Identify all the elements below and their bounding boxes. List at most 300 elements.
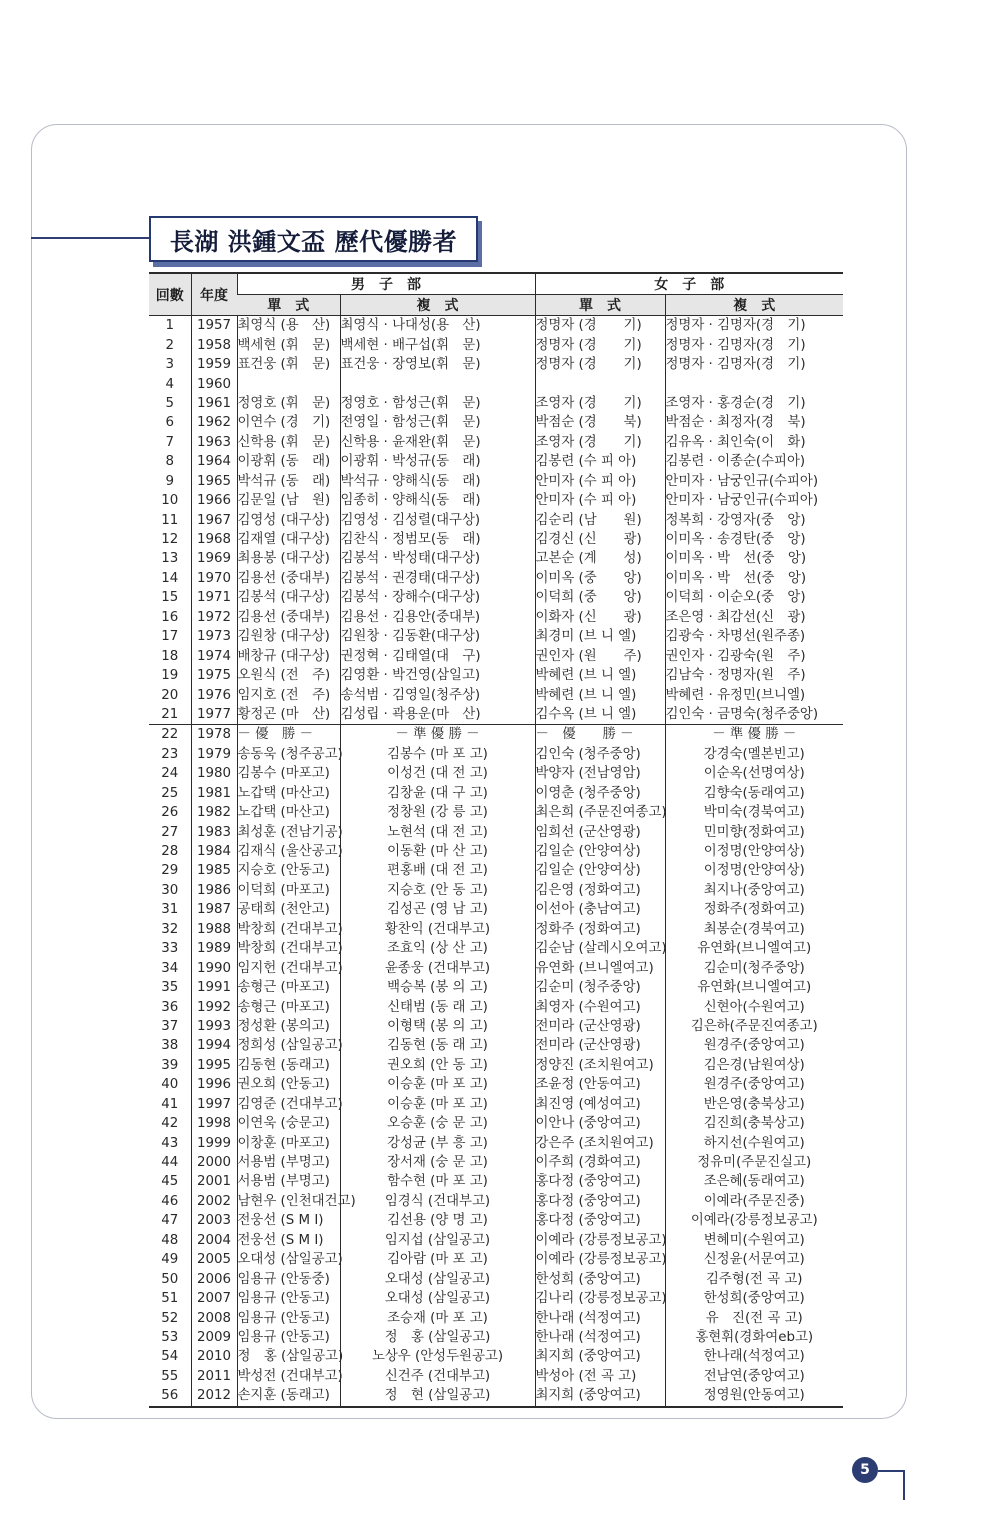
table-row <box>149 900 843 919</box>
year-cell: 1995 <box>191 1056 237 1075</box>
round-cell: 6 <box>165 415 175 431</box>
women-doubles-cell: 강경숙(멜본빈고) <box>665 745 843 764</box>
year-cell: 1997 <box>191 1095 237 1114</box>
women-singles-cell: 고본순 (계 성) <box>535 549 665 568</box>
title-box <box>149 216 478 262</box>
table-row <box>149 1017 843 1036</box>
women-doubles-cell: 유연화(브니엘여고) <box>665 939 843 958</box>
women-doubles-cell: 안미자 · 남궁인규(수피아) <box>665 472 843 491</box>
round-cell: 20 <box>161 687 179 703</box>
men-doubles-cell: 신학용 · 윤재완(휘 문) <box>340 433 535 452</box>
men-doubles-cell: 신태범 (동 래 고) <box>340 997 535 1016</box>
round-cell: 2 <box>165 337 175 353</box>
women-singles-cell <box>535 374 665 393</box>
men-singles-cell: 남현우 (인천대건고) <box>237 1192 340 1211</box>
women-singles-cell: 홍다정 (중앙여고) <box>535 1211 665 1230</box>
women-doubles-cell: 김은하(주문진여종고) <box>665 1017 843 1036</box>
men-singles-cell: 정영호 (휘 문) <box>237 394 340 413</box>
round-cell: 43 <box>161 1135 179 1151</box>
table-row <box>149 374 843 393</box>
men-doubles-cell: 윤종웅 (건대부고) <box>340 958 535 977</box>
table-row <box>149 842 843 861</box>
men-doubles-cell: 김영환 · 박건영(삼일고) <box>340 666 535 685</box>
year-cell: 1992 <box>191 997 237 1016</box>
women-doubles-cell: 이예라(주문진중) <box>665 1192 843 1211</box>
round-cell: 28 <box>161 844 179 860</box>
round-cell: 39 <box>161 1057 179 1073</box>
women-singles-cell: 최지희 (중앙여고) <box>535 1386 665 1406</box>
men-doubles-cell: 김동현 (동 래 고) <box>340 1036 535 1055</box>
women-doubles-cell <box>665 374 843 393</box>
table-row <box>149 433 843 452</box>
men-singles-cell: 정 홍 (삼일공고) <box>237 1347 340 1366</box>
men-singles-cell: 이광휘 (동 래) <box>237 452 340 471</box>
men-doubles-cell: 임종히 · 양해식(동 래) <box>340 491 535 510</box>
women-singles-cell: 김나리 (강릉정보공고) <box>535 1289 665 1308</box>
year-cell: 1977 <box>191 705 237 725</box>
women-doubles-cell: 한성희(중앙여고) <box>665 1289 843 1308</box>
men-singles-cell: 지승호 (안동고) <box>237 861 340 880</box>
women-doubles-cell: 김순미(청주중앙) <box>665 958 843 977</box>
men-doubles-cell: 이형택 (봉 의 고) <box>340 1017 535 1036</box>
men-doubles-cell: 오대성 (삼일공고) <box>340 1289 535 1308</box>
men-singles-cell: 김봉수 (마포고) <box>237 764 340 783</box>
table-row <box>149 666 843 685</box>
men-doubles-cell: 강성균 (부 흥 고) <box>340 1133 535 1152</box>
men-doubles-cell: 이동환 (마 산 고) <box>340 842 535 861</box>
men-doubles-cell: 김용선 · 김용안(중대부) <box>340 608 535 627</box>
year-cell: 1979 <box>191 745 237 764</box>
men-singles-cell: 임용규 (안동고) <box>237 1308 340 1327</box>
women-singles-cell: 김수옥 (브 니 엘) <box>535 705 665 725</box>
title-rule <box>31 237 151 239</box>
men-singles-cell: 김영성 (대구상) <box>237 510 340 529</box>
year-cell: 1971 <box>191 588 237 607</box>
round-cell: 36 <box>161 999 179 1015</box>
women-singles-cell: 안미자 (수 피 아) <box>535 472 665 491</box>
men-doubles-cell: 정영호 · 함성근(휘 문) <box>340 394 535 413</box>
men-doubles-cell: 김영성 · 김성렬(대구상) <box>340 510 535 529</box>
round-cell: 18 <box>161 648 179 664</box>
men-doubles-cell: 권정혁 · 김태열(대 구) <box>340 646 535 665</box>
year-cell: 2000 <box>191 1153 237 1172</box>
women-doubles-cell: 조영자 · 홍경순(경 기) <box>665 394 843 413</box>
women-doubles-cell: 이미옥 · 박 선(중 앙) <box>665 549 843 568</box>
women-singles-cell: 이덕희 (중 앙) <box>535 588 665 607</box>
year-cell: 1975 <box>191 666 237 685</box>
year-cell: 1974 <box>191 646 237 665</box>
table-row <box>149 1231 843 1250</box>
men-doubles-cell: 노현석 (대 전 고) <box>340 822 535 841</box>
year-cell: 2007 <box>191 1289 237 1308</box>
table-row <box>149 1308 843 1327</box>
table-row <box>149 510 843 529</box>
women-singles-cell: 한성희 (중앙여고) <box>535 1269 665 1288</box>
women-singles-cell: 김순미 (청주중앙) <box>535 978 665 997</box>
round-cell: 47 <box>161 1213 179 1229</box>
women-singles-cell: 김순리 (남 원) <box>535 510 665 529</box>
men-doubles-cell: 오승훈 (숭 문 고) <box>340 1114 535 1133</box>
women-singles-cell: 이미옥 (중 앙) <box>535 569 665 588</box>
men-singles-cell: 전웅선 (S M I) <box>237 1211 340 1230</box>
women-doubles-cell: 유 진(전 곡 고) <box>665 1308 843 1327</box>
men-doubles-cell: 김성곤 (영 남 고) <box>340 900 535 919</box>
women-singles-cell: 정양진 (조치원여고) <box>535 1056 665 1075</box>
men-singles-cell: 김용선 (중대부) <box>237 569 340 588</box>
men-singles-cell: 박성전 (건대부고) <box>237 1367 340 1386</box>
table-row <box>149 646 843 665</box>
men-singles-cell: 손지훈 (동래고) <box>237 1386 340 1406</box>
round-cell: 12 <box>161 532 179 548</box>
round-cell: 42 <box>161 1116 179 1132</box>
year-cell: 1988 <box>191 920 237 939</box>
women-singles-cell: 최영자 (수원여고) <box>535 997 665 1016</box>
women-doubles-cell: 원경주(중앙여고) <box>665 1075 843 1094</box>
men-singles-cell: 이창훈 (마포고) <box>237 1133 340 1152</box>
round-cell: 26 <box>161 805 179 821</box>
women-singles-cell: 정명자 (경 기) <box>535 355 665 374</box>
round-cell: 46 <box>161 1193 179 1209</box>
women-doubles-cell: 이미옥 · 박 선(중 앙) <box>665 569 843 588</box>
year-cell: 1987 <box>191 900 237 919</box>
header-men: 男 子 部 <box>237 273 535 295</box>
year-cell: 1968 <box>191 530 237 549</box>
women-doubles-cell: 안미자 · 남궁인규(수피아) <box>665 491 843 510</box>
men-singles-cell: 최용봉 (대구상) <box>237 549 340 568</box>
women-doubles-cell: 김진희(충북상고) <box>665 1114 843 1133</box>
women-doubles-cell: 정화주(정화여고) <box>665 900 843 919</box>
table-row <box>149 861 843 880</box>
women-doubles-cell: 최봉순(경북여고) <box>665 920 843 939</box>
men-singles-cell: 노갑택 (마산고) <box>237 784 340 803</box>
year-cell: 2002 <box>191 1192 237 1211</box>
men-singles-cell: 김문일 (남 원) <box>237 491 340 510</box>
table-row <box>149 784 843 803</box>
table-row <box>149 920 843 939</box>
table-row <box>149 316 843 336</box>
men-singles-cell: 서용범 (부명고) <box>237 1172 340 1191</box>
year-cell: 1976 <box>191 685 237 704</box>
women-doubles-cell: 이덕희 · 이순오(중 앙) <box>665 588 843 607</box>
women-doubles-cell: 권인자 · 김광숙(원 주) <box>665 646 843 665</box>
round-cell: 23 <box>161 746 179 762</box>
round-cell: 4 <box>165 376 175 392</box>
women-doubles-cell: 변혜미(수원여고) <box>665 1231 843 1250</box>
year-cell: 1959 <box>191 355 237 374</box>
women-singles-cell: 최은희 (주문진여종고) <box>535 803 665 822</box>
men-doubles-cell: 김봉석 · 장해수(대구상) <box>340 588 535 607</box>
men-singles-cell: 김재열 (대구상) <box>237 530 340 549</box>
round-cell: 53 <box>161 1329 179 1345</box>
men-doubles-cell: 김봉석 · 권경태(대구상) <box>340 569 535 588</box>
women-doubles-cell: 이순옥(선명여상) <box>665 764 843 783</box>
table-row <box>149 1192 843 1211</box>
year-cell: 1961 <box>191 394 237 413</box>
header-year: 年度 <box>191 273 237 316</box>
men-singles-cell: 신학용 (휘 문) <box>237 433 340 452</box>
year-cell: 1998 <box>191 1114 237 1133</box>
year-cell: 1973 <box>191 627 237 646</box>
men-singles-cell: 표건웅 (휘 문) <box>237 355 340 374</box>
women-doubles-cell: 신정윤(서문여고) <box>665 1250 843 1269</box>
men-singles-cell: 오대성 (삼일공고) <box>237 1250 340 1269</box>
women-doubles-cell: 유연화(브니엘여고) <box>665 978 843 997</box>
round-cell: 17 <box>161 629 179 645</box>
round-cell: 3 <box>165 357 175 373</box>
header-women-doubles: 複 式 <box>665 295 843 316</box>
men-singles-cell: 송형근 (마포고) <box>237 978 340 997</box>
table-row <box>149 1289 843 1308</box>
round-cell: 24 <box>161 766 179 782</box>
men-doubles-cell: 신건주 (건대부고) <box>340 1367 535 1386</box>
men-doubles-cell: 송석범 · 김영일(청주상) <box>340 685 535 704</box>
year-cell: 1985 <box>191 861 237 880</box>
women-singles-cell: 이예라 (강릉정보공고) <box>535 1250 665 1269</box>
round-cell: 51 <box>161 1291 179 1307</box>
round-cell: 16 <box>161 609 179 625</box>
men-singles-cell: 임용규 (안동중) <box>237 1269 340 1288</box>
year-cell: 2012 <box>191 1386 237 1406</box>
women-doubles-cell: 전남연(중앙여고) <box>665 1367 843 1386</box>
men-doubles-cell: 조승재 (마 포 고) <box>340 1308 535 1327</box>
women-singles-cell: 김순남 (살레시오여고) <box>535 939 665 958</box>
table-row <box>149 1347 843 1366</box>
women-doubles-cell: 반은영(충북상고) <box>665 1095 843 1114</box>
men-singles-cell: 전웅선 (S M I) <box>237 1231 340 1250</box>
round-cell: 13 <box>161 551 179 567</box>
table-row <box>149 764 843 783</box>
winners-table <box>149 272 843 1408</box>
women-singles-cell: 안미자 (수 피 아) <box>535 491 665 510</box>
men-doubles-cell: 백세현 · 배구섭(휘 문) <box>340 335 535 354</box>
round-cell: 52 <box>161 1310 179 1326</box>
round-cell: 11 <box>161 512 179 528</box>
women-singles-cell: 한나래 (석정여고) <box>535 1308 665 1327</box>
year-cell: 2009 <box>191 1328 237 1347</box>
round-cell: 9 <box>165 473 175 489</box>
table-row <box>149 472 843 491</box>
men-singles-cell: 김원창 (대구상) <box>237 627 340 646</box>
men-singles-cell: 배창규 (대구상) <box>237 646 340 665</box>
men-doubles-cell: 김봉석 · 박성태(대구상) <box>340 549 535 568</box>
round-cell: 55 <box>161 1368 179 1384</box>
year-cell: 1969 <box>191 549 237 568</box>
women-singles-cell: 박점순 (경 북) <box>535 413 665 432</box>
table-row <box>149 1133 843 1152</box>
men-doubles-cell: 편홍배 (대 전 고) <box>340 861 535 880</box>
table-row <box>149 569 843 588</box>
men-doubles-cell: 오대성 (삼일공고) <box>340 1269 535 1288</box>
women-doubles-cell: 김향숙(동래여고) <box>665 784 843 803</box>
women-doubles-cell: 정영원(안동여고) <box>665 1386 843 1406</box>
men-singles-cell: 박창희 (건대부고) <box>237 920 340 939</box>
women-singles-cell: 조윤정 (안동여고) <box>535 1075 665 1094</box>
men-singles-cell: － 優 勝 － <box>237 725 340 745</box>
women-singles-cell: 홍다정 (중앙여고) <box>535 1192 665 1211</box>
men-singles-cell: 백세현 (휘 문) <box>237 335 340 354</box>
women-doubles-cell: 김광숙 · 차명선(원주종) <box>665 627 843 646</box>
round-cell: 7 <box>165 434 175 450</box>
women-doubles-cell: 이예라(강릉정보공고) <box>665 1211 843 1230</box>
men-doubles-cell: 최영식 · 나대성(용 산) <box>340 316 535 336</box>
men-singles-cell: 임지호 (전 주) <box>237 685 340 704</box>
men-singles-cell: 이덕희 (마포고) <box>237 881 340 900</box>
men-doubles-cell: 임경식 (건대부고) <box>340 1192 535 1211</box>
women-doubles-cell: 김주형(전 곡 고) <box>665 1269 843 1288</box>
table-row <box>149 588 843 607</box>
women-doubles-cell: 이미옥 · 송경탄(중 앙) <box>665 530 843 549</box>
table-row <box>149 1328 843 1347</box>
table-row <box>149 394 843 413</box>
men-doubles-cell: 정창원 (강 릉 고) <box>340 803 535 822</box>
women-doubles-cell: 조은영 · 최감선(신 광) <box>665 608 843 627</box>
round-cell: 50 <box>161 1271 179 1287</box>
men-singles-cell: 최성훈 (전남기공) <box>237 822 340 841</box>
women-doubles-cell: 박미숙(경북여고) <box>665 803 843 822</box>
round-cell: 15 <box>161 590 179 606</box>
women-singles-cell: － 優 勝 － <box>535 725 665 745</box>
table-row <box>149 1075 843 1094</box>
men-singles-cell: 서용범 (부명고) <box>237 1153 340 1172</box>
table-row <box>149 1211 843 1230</box>
round-cell: 29 <box>161 863 179 879</box>
round-cell: 14 <box>161 570 179 586</box>
table-row <box>149 608 843 627</box>
table-row <box>149 627 843 646</box>
men-singles-cell: 임지헌 (건대부고) <box>237 958 340 977</box>
women-singles-cell: 박양자 (전남영암) <box>535 764 665 783</box>
women-doubles-cell: 이정명(안양여상) <box>665 861 843 880</box>
men-doubles-cell: 임지섭 (삼일공고) <box>340 1231 535 1250</box>
year-cell: 1994 <box>191 1036 237 1055</box>
men-singles-cell: 정희성 (삼일공고) <box>237 1036 340 1055</box>
men-doubles-cell: 노상우 (안성두원공고) <box>340 1347 535 1366</box>
table-row <box>149 978 843 997</box>
women-singles-cell: 강은주 (조치원여고) <box>535 1133 665 1152</box>
round-cell: 45 <box>161 1174 179 1190</box>
year-cell: 1991 <box>191 978 237 997</box>
year-cell: 1965 <box>191 472 237 491</box>
women-singles-cell: 이화자 (신 광) <box>535 608 665 627</box>
women-singles-cell: 이영춘 (청주중앙) <box>535 784 665 803</box>
men-singles-cell: 임용규 (안동고) <box>237 1289 340 1308</box>
table-row <box>149 1386 843 1406</box>
year-cell: 1986 <box>191 881 237 900</box>
men-singles-cell: 이연수 (경 기) <box>237 413 340 432</box>
year-cell: 1972 <box>191 608 237 627</box>
men-doubles-cell: 정 홍 (삼일공고) <box>340 1328 535 1347</box>
women-doubles-cell: 한나래(석정여고) <box>665 1347 843 1366</box>
round-cell: 33 <box>161 941 179 957</box>
table-row <box>149 803 843 822</box>
page-title: 長湖 洪鍾文盃 歷代優勝者 <box>169 226 458 256</box>
men-doubles-cell: 이성건 (대 전 고) <box>340 764 535 783</box>
women-singles-cell: 김경신 (신 광) <box>535 530 665 549</box>
year-cell: 1996 <box>191 1075 237 1094</box>
table-row <box>149 822 843 841</box>
men-singles-cell: 김봉석 (대구상) <box>237 588 340 607</box>
women-doubles-cell: 조은혜(동래여고) <box>665 1172 843 1191</box>
men-doubles-cell: － 準 優 勝 － <box>340 725 535 745</box>
round-cell: 25 <box>161 785 179 801</box>
women-doubles-cell: 정명자 · 김명자(경 기) <box>665 335 843 354</box>
women-singles-cell: 권인자 (원 주) <box>535 646 665 665</box>
men-doubles-cell: 함수현 (마 포 고) <box>340 1172 535 1191</box>
year-cell: 1960 <box>191 374 237 393</box>
men-singles-cell: 박창희 (건대부고) <box>237 939 340 958</box>
year-cell: 1966 <box>191 491 237 510</box>
round-cell: 10 <box>161 493 179 509</box>
round-cell: 5 <box>165 395 175 411</box>
year-cell: 2003 <box>191 1211 237 1230</box>
round-cell: 54 <box>161 1349 179 1365</box>
round-cell: 44 <box>161 1155 179 1171</box>
men-doubles-cell: 정 현 (삼일공고) <box>340 1386 535 1406</box>
table-row <box>149 881 843 900</box>
round-cell: 8 <box>165 454 175 470</box>
round-cell: 21 <box>161 706 179 722</box>
men-doubles-cell: 장서재 (숭 문 고) <box>340 1153 535 1172</box>
men-singles-cell: 김재식 (울산공고) <box>237 842 340 861</box>
header-women: 女 子 部 <box>535 273 843 295</box>
header-men-singles: 單 式 <box>237 295 340 316</box>
table-row <box>149 1269 843 1288</box>
women-singles-cell: 김인숙 (청주중앙) <box>535 745 665 764</box>
men-doubles-cell: 김창윤 (대 구 고) <box>340 784 535 803</box>
men-doubles-cell: 권오희 (안 동 고) <box>340 1056 535 1075</box>
women-doubles-cell: 원경주(중앙여고) <box>665 1036 843 1055</box>
women-singles-cell: 정화주 (정화여고) <box>535 920 665 939</box>
table-row <box>149 413 843 432</box>
table-row <box>149 452 843 471</box>
women-doubles-cell: 정명자 · 김명자(경 기) <box>665 355 843 374</box>
table-row <box>149 1153 843 1172</box>
women-singles-cell: 홍다정 (중앙여고) <box>535 1172 665 1191</box>
men-doubles-cell: 이광휘 · 박성규(동 래) <box>340 452 535 471</box>
men-doubles-cell: 지승호 (안 동 고) <box>340 881 535 900</box>
round-cell: 34 <box>161 960 179 976</box>
round-cell: 38 <box>161 1038 179 1054</box>
table-row <box>149 1114 843 1133</box>
page-number-rule-vertical <box>903 1470 905 1500</box>
men-singles-cell: 이연욱 (숭문고) <box>237 1114 340 1133</box>
men-doubles-cell: 이승훈 (마 포 고) <box>340 1095 535 1114</box>
table-row <box>149 685 843 704</box>
men-singles-cell: 박석규 (동 래) <box>237 472 340 491</box>
table-row <box>149 939 843 958</box>
year-cell: 2004 <box>191 1231 237 1250</box>
women-singles-cell: 박혜련 (브 니 엘) <box>535 666 665 685</box>
women-singles-cell: 유연화 (브니엘여고) <box>535 958 665 977</box>
women-doubles-cell: 하지선(수원여고) <box>665 1133 843 1152</box>
women-singles-cell: 한나래 (석정여고) <box>535 1328 665 1347</box>
women-singles-cell: 조영자 (경 기) <box>535 394 665 413</box>
round-cell: 41 <box>161 1096 179 1112</box>
women-doubles-cell: 정복희 · 강영자(중 앙) <box>665 510 843 529</box>
table-row <box>149 355 843 374</box>
round-cell: 56 <box>149 1386 191 1406</box>
round-cell: 32 <box>161 921 179 937</box>
men-singles-cell: 김영준 (건대부고) <box>237 1095 340 1114</box>
women-singles-cell: 김일순 (안양여상) <box>535 861 665 880</box>
year-cell: 1958 <box>191 335 237 354</box>
men-singles-cell: 최영식 (용 산) <box>237 316 340 336</box>
year-cell: 1999 <box>191 1133 237 1152</box>
women-singles-cell: 이선아 (충남여고) <box>535 900 665 919</box>
year-cell: 1980 <box>191 764 237 783</box>
women-doubles-cell: 김유옥 · 최인숙(이 화) <box>665 433 843 452</box>
men-doubles-cell: 김선용 (양 명 고) <box>340 1211 535 1230</box>
